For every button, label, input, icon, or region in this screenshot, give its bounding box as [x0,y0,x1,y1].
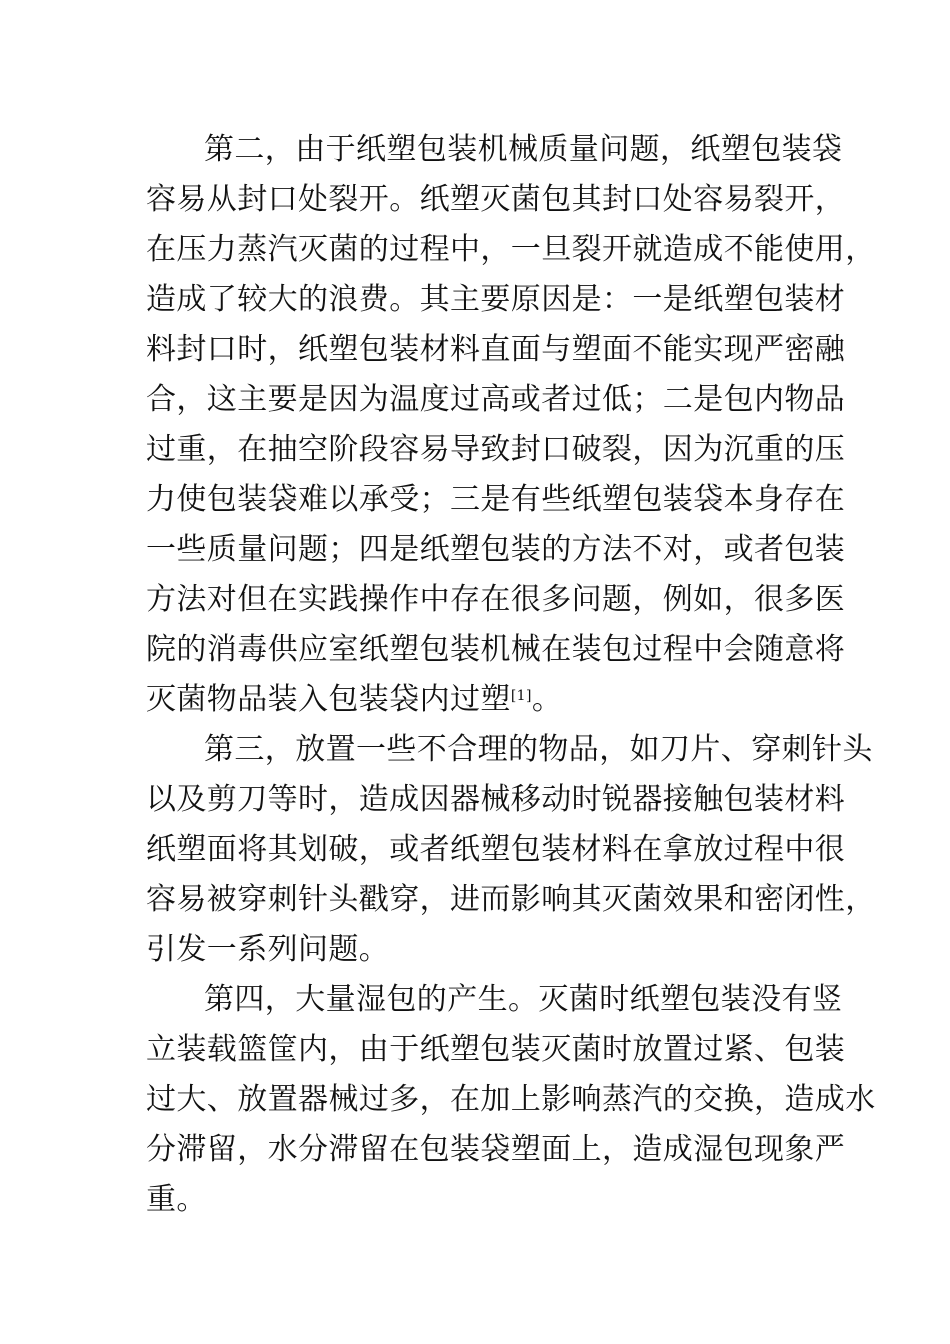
paragraph-1-line-7: 过重，在抽空阶段容易导致封口破裂，因为沉重的压 [146,432,846,467]
paragraph-2-line-5: 引发一系列问题。 [146,932,390,967]
paragraph-2-line-4: 容易被穿刺针头戳穿，进而影响其灭菌效果和密闭性， [146,882,876,917]
paragraph-2-line-3: 纸塑面将其划破，或者纸塑包装材料在拿放过程中很 [146,832,846,867]
paragraph-1-line-4: 造成了较大的浪费。其主要原因是：一是纸塑包装材 [146,282,846,317]
paragraph-1-line-9: 一些质量问题；四是纸塑包装的方法不对，或者包装 [146,532,846,567]
paragraph-1-last-text: 灭菌物品装入包装袋内过塑 [146,682,511,717]
paragraph-1-line-2: 容易从封口处裂开。纸塑灭菌包其封口处容易裂开， [146,182,846,217]
paragraph-3-line-2: 立装载篮筐内，由于纸塑包装灭菌时放置过紧、包装 [146,1032,846,1067]
paragraph-1-line-12 [146,680,826,720]
paragraph-3-line-1: 第四，大量湿包的产生。灭菌时纸塑包装没有竖 [204,982,843,1017]
paragraph-1-line-1: 第二，由于纸塑包装机械质量问题，纸塑包装袋 [204,132,843,167]
paragraph-1-line-6: 合，这主要是因为温度过高或者过低；二是包内物品 [146,382,846,417]
paragraph-1-line-8: 力使包装袋难以承受；三是有些纸塑包装袋本身存在 [146,482,846,517]
citation-reference[interactable]: [1] [510,688,532,704]
paragraph-1-line-3: 在压力蒸汽灭菌的过程中，一旦裂开就造成不能使用， [146,232,876,267]
paragraph-1-line-5: 料封口时，纸塑包装材料直面与塑面不能实现严密融 [146,332,846,367]
paragraph-1-end-punct: 。 [531,682,563,717]
paragraph-1-line-11: 院的消毒供应室纸塑包装机械在装包过程中会随意将 [146,632,846,667]
paragraph-2-line-1: 第三，放置一些不合理的物品，如刀片、穿刺针头 [204,732,873,767]
paragraph-1-line-10: 方法对但在实践操作中存在很多问题，例如，很多医 [146,582,846,617]
paragraph-3-line-5: 重。 [146,1182,207,1217]
paragraph-2-line-2: 以及剪刀等时，造成因器械移动时锐器接触包装材料 [146,782,846,817]
paragraph-3-line-3: 过大、放置器械过多，在加上影响蒸汽的交换，造成水 [146,1082,876,1117]
paragraph-3-line-4: 分滞留，水分滞留在包装袋塑面上，造成湿包现象严 [146,1132,846,1167]
